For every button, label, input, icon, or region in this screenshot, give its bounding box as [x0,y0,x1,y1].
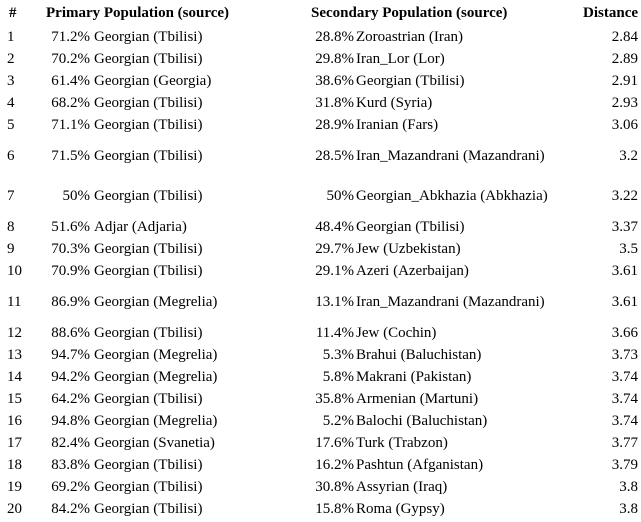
primary-percent-cell: 86.9% [51,293,90,310]
table-body [0,26,641,520]
primary-population-cell: Georgian (Tbilisi) [94,240,203,257]
distance-cell: 3.37 [611,218,639,235]
primary-population-cell: Georgian (Megrelia) [94,412,218,429]
rank-cell: 10 [7,262,22,279]
primary-population-cell: Georgian (Tbilisi) [94,147,203,164]
primary-population-cell: Georgian (Megrelia) [94,346,218,363]
secondary-population-cell: Zoroastrian (Iran) [356,28,464,45]
secondary-percent-cell: 29.8% [315,50,355,67]
secondary-percent-cell: 17.6% [315,434,355,451]
primary-percent-cell: 94.2% [51,368,90,385]
rank-cell: 2 [7,50,15,67]
secondary-percent-cell: 11.4% [315,324,355,341]
primary-population-cell: Georgian (Tbilisi) [94,390,203,407]
secondary-population-cell: Brahui (Baluchistan) [356,346,482,363]
secondary-percent-cell: 28.8% [315,28,355,45]
secondary-population-cell: Jew (Uzbekistan) [356,240,461,257]
primary-population-cell: Georgian (Tbilisi) [94,187,203,204]
primary-population-cell: Georgian (Tbilisi) [94,116,203,133]
primary-percent-cell: 70.3% [51,240,90,257]
distance-cell: 3.66 [611,324,639,341]
table-row [0,432,641,454]
secondary-population-cell: Georgian (Tbilisi) [356,72,465,89]
table-row [0,498,641,520]
rank-cell: 14 [7,368,22,385]
distance-cell: 2.84 [611,28,639,45]
primary-percent-cell: 82.4% [51,434,90,451]
distance-cell: 3.61 [611,262,639,279]
rank-cell: 18 [7,456,22,473]
table-row [0,322,641,344]
primary-population-cell: Georgian (Tbilisi) [94,50,203,67]
rank-cell: 1 [7,28,15,45]
primary-population-cell: Georgian (Georgia) [94,72,212,89]
header-secondary-population: Secondary Population (source) [311,4,508,21]
secondary-population-cell: Jew (Cochin) [356,324,437,341]
distance-cell: 3.74 [611,390,639,407]
rank-cell: 8 [7,218,15,235]
table-row [0,366,641,388]
primary-percent-cell: 61.4% [51,72,90,89]
secondary-percent-cell: 31.8% [315,94,355,111]
table-row [0,136,641,176]
secondary-population-cell: Iran_Mazandrani (Mazandrani) [356,293,545,310]
table-row [0,476,641,498]
distance-cell: 3.8 [619,500,639,517]
distance-cell: 3.5 [619,240,639,257]
secondary-population-cell: Iranian (Fars) [356,116,439,133]
secondary-percent-cell: 5.3% [322,346,355,363]
secondary-population-cell: Balochi (Baluchistan) [356,412,488,429]
table-row [0,48,641,70]
secondary-population-cell: Kurd (Syria) [356,94,433,111]
table-row [0,388,641,410]
table-row [0,410,641,432]
rank-cell: 15 [7,390,22,407]
primary-population-cell: Georgian (Tbilisi) [94,456,203,473]
secondary-population-cell: Georgian (Tbilisi) [356,218,465,235]
secondary-percent-cell: 29.1% [315,262,355,279]
primary-percent-cell: 84.2% [51,500,90,517]
primary-percent-cell: 71.5% [51,147,90,164]
rank-cell: 9 [7,240,15,257]
primary-percent-cell: 69.2% [51,478,90,495]
secondary-population-cell: Georgian_Abkhazia (Abkhazia) [356,187,548,204]
secondary-percent-cell: 38.6% [315,72,355,89]
primary-population-cell: Georgian (Tbilisi) [94,28,203,45]
primary-percent-cell: 64.2% [51,390,90,407]
primary-population-cell: Georgian (Tbilisi) [94,500,203,517]
distance-cell: 3.77 [611,434,639,451]
primary-population-cell: Georgian (Megrelia) [94,368,218,385]
primary-percent-cell: 70.9% [51,262,90,279]
secondary-population-cell: Azeri (Azerbaijan) [356,262,469,279]
primary-population-cell: Georgian (Tbilisi) [94,324,203,341]
secondary-percent-cell: 29.7% [315,240,355,257]
secondary-population-cell: Armenian (Martuni) [356,390,479,407]
primary-population-cell: Adjar (Adjaria) [94,218,187,235]
secondary-percent-cell: 15.8% [315,500,355,517]
secondary-percent-cell: 28.9% [315,116,355,133]
rank-cell: 5 [7,116,15,133]
secondary-population-cell: Roma (Gypsy) [356,500,445,517]
distance-cell: 3.74 [611,412,639,429]
table-row [0,216,641,238]
primary-percent-cell: 94.8% [51,412,90,429]
rank-cell: 7 [7,187,15,204]
rank-cell: 16 [7,412,22,429]
primary-population-cell: Georgian (Tbilisi) [94,262,203,279]
rank-cell: 11 [7,293,22,310]
distance-cell: 3.61 [611,293,639,310]
secondary-population-cell: Turk (Trabzon) [356,434,448,451]
table-row [0,260,641,282]
table-row [0,344,641,366]
distance-cell: 3.73 [611,346,639,363]
table-row [0,70,641,92]
secondary-percent-cell: 30.8% [315,478,355,495]
rank-cell: 17 [7,434,22,451]
secondary-percent-cell: 16.2% [315,456,355,473]
distance-cell: 2.93 [611,94,639,111]
distance-cell: 3.74 [611,368,639,385]
distance-cell: 2.89 [611,50,639,67]
primary-population-cell: Georgian (Megrelia) [94,293,218,310]
distance-cell: 3.8 [619,478,639,495]
rank-cell: 12 [7,324,22,341]
table-row [0,26,641,48]
distance-cell: 2.91 [611,72,639,89]
secondary-percent-cell: 5.8% [322,368,355,385]
primary-population-cell: Georgian (Tbilisi) [94,94,203,111]
rank-cell: 4 [7,94,15,111]
secondary-population-cell: Assyrian (Iraq) [356,478,448,495]
secondary-percent-cell: 50% [326,187,355,204]
primary-percent-cell: 71.2% [51,28,90,45]
secondary-percent-cell: 5.2% [322,412,355,429]
primary-percent-cell: 50% [62,187,90,204]
distance-cell: 3.79 [611,456,639,473]
primary-percent-cell: 94.7% [51,346,90,363]
table-header [0,0,641,26]
secondary-population-cell: Makrani (Pakistan) [356,368,472,385]
rank-cell: 20 [7,500,22,517]
rank-cell: 13 [7,346,22,363]
primary-percent-cell: 83.8% [51,456,90,473]
distance-cell: 3.2 [619,147,639,164]
table-row [0,282,641,322]
primary-percent-cell: 70.2% [51,50,90,67]
header-rank: # [9,4,17,21]
primary-percent-cell: 68.2% [51,94,90,111]
secondary-percent-cell: 28.5% [315,147,355,164]
table-row [0,238,641,260]
primary-percent-cell: 71.1% [51,116,90,133]
primary-percent-cell: 51.6% [51,218,90,235]
secondary-population-cell: Pashtun (Afganistan) [356,456,484,473]
distance-cell: 3.06 [611,116,639,133]
table-row [0,114,641,136]
primary-population-cell: Georgian (Svanetia) [94,434,215,451]
secondary-population-cell: Iran_Mazandrani (Mazandrani) [356,147,545,164]
rank-cell: 6 [7,147,15,164]
table-row [0,92,641,114]
secondary-percent-cell: 35.8% [315,390,355,407]
secondary-percent-cell: 48.4% [315,218,355,235]
table-row [0,454,641,476]
header-distance: Distance [583,4,639,21]
table-row [0,176,641,216]
primary-percent-cell: 88.6% [51,324,90,341]
secondary-population-cell: Iran_Lor (Lor) [356,50,445,67]
rank-cell: 19 [7,478,22,495]
primary-population-cell: Georgian (Tbilisi) [94,478,203,495]
secondary-percent-cell: 13.1% [315,293,355,310]
rank-cell: 3 [7,72,15,89]
header-primary-population: Primary Population (source) [46,4,230,21]
distance-cell: 3.22 [611,187,639,204]
header-row [0,0,641,26]
